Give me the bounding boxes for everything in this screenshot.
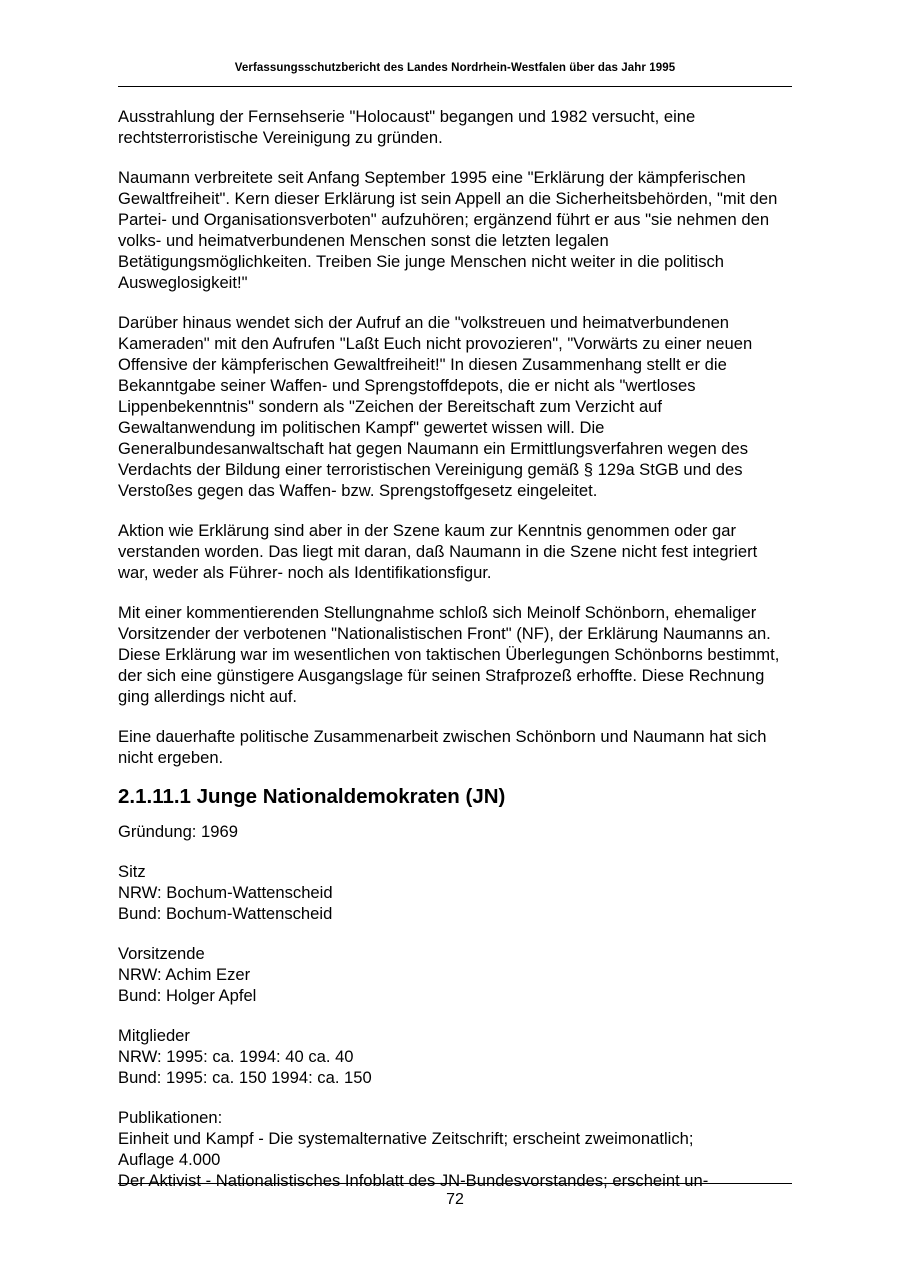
members-bund: Bund: 1995: ca. 150 1994: ca. 150: [118, 1068, 372, 1087]
page-number: 72: [446, 1191, 464, 1208]
chair-block: [118, 943, 792, 1006]
publications-label: Publikationen:: [118, 1108, 223, 1127]
footer-rule: [118, 1183, 792, 1184]
chair-label: Vorsitzende: [118, 944, 205, 963]
chair-nrw: NRW: Achim Ezer: [118, 965, 251, 984]
members-label: Mitglieder: [118, 1026, 190, 1045]
header-rule: [118, 86, 792, 87]
seat-block: [118, 861, 792, 924]
running-header: Verfassungsschutzbericht des Landes Nordrhein-Westfalen über das Jahr 1995: [234, 62, 676, 74]
paragraph: Ausstrahlung der Fernsehserie "Holocaust" begangen und 1982 versucht, eine rechtsterroristische Vereinigung zu gründen.: [118, 107, 696, 147]
founding-block: [118, 821, 792, 842]
publication-line: Einheit und Kampf - Die systemalternative Zeitschrift; erscheint zweimonatlich;: [118, 1129, 694, 1148]
paragraph: Darüber hinaus wendet sich der Aufruf an die "volkstreuen und heimatverbundenen Kameraden" mit den Aufrufen "Laßt Euch nicht provozieren", "Vorwärts zu einer neuen Offensive der kämpferischen Gewaltfreiheit!" In diesen Zusammenhang stellt er die Bekanntgabe seiner Waffen- und Sprengstoffdepots, die er nicht als "wertloses Lippenbekenntnis" sondern als "Zeichen der Bereitschaft zum Verzicht auf Gewaltanwendung im politischen Kampf" gewertet wissen will. Die Generalbundesanwaltschaft hat gegen Naumann ein Ermittlungsverfahren wegen des Verdachts der Bildung einer terroristischen Vereinigung gemäß § 129a StGB und des Verstoßes gegen das Waffen- bzw. Sprengstoffgesetz eingeleitet.: [118, 313, 753, 500]
page-content: [118, 106, 792, 1191]
seat-bund: Bund: Bochum-Wattenscheid: [118, 904, 333, 923]
paragraph: Mit einer kommentierenden Stellungnahme schloß sich Meinolf Schönborn, ehemaliger Vorsitzender der verbotenen "Nationalistischen Front" (NF), der Erklärung Naumanns an. Diese Erklärung war im wesentlichen von taktischen Überlegungen Schönborns bestimmt, der sich eine günstigere Ausgangslage für seinen Strafprozeß erhoffte. Diese Rechnung ging allerdings nicht auf.: [118, 603, 780, 706]
paragraph: Naumann verbreitete seit Anfang September 1995 eine "Erklärung der kämpferischen Gewaltfreiheit". Kern dieser Erklärung ist sein Appell an die Sicherheitsbehörden, "mit den Partei- und Organisationsverboten" aufzuhören; ergänzend führt er aus "sie nehmen den volks- und heimatverbundenen Menschen sonst die letzten legalen Betätigungsmöglichkeiten. Treiben Sie junge Menschen nicht weiter in die politisch Ausweglosigkeit!": [118, 168, 778, 292]
members-block: [118, 1025, 792, 1088]
chair-bund: Bund: Holger Apfel: [118, 986, 257, 1005]
seat-nrw: NRW: Bochum-Wattenscheid: [118, 883, 333, 902]
members-nrw: NRW: 1995: ca. 1994: 40 ca. 40: [118, 1047, 354, 1066]
section-heading: 2.1.11.1 Junge Nationaldemokraten (JN): [118, 785, 506, 808]
seat-label: Sitz: [118, 862, 146, 881]
founding-line: Gründung: 1969: [118, 822, 238, 841]
publication-line: Der Aktivist - Nationalistisches Infoblatt des JN-Bundesvorstandes; erscheint un-: [118, 1171, 709, 1190]
paragraph: Eine dauerhafte politische Zusammenarbeit zwischen Schönborn und Naumann hat sich nicht ergeben.: [118, 727, 767, 767]
publications-block: [118, 1107, 792, 1191]
paragraph: Aktion wie Erklärung sind aber in der Szene kaum zur Kenntnis genommen oder gar verstanden worden. Das liegt mit daran, daß Naumann in die Szene nicht fest integriert war, weder als Führer- noch als Identifikationsfigur.: [118, 521, 758, 582]
publication-line: Auflage 4.000: [118, 1150, 221, 1169]
